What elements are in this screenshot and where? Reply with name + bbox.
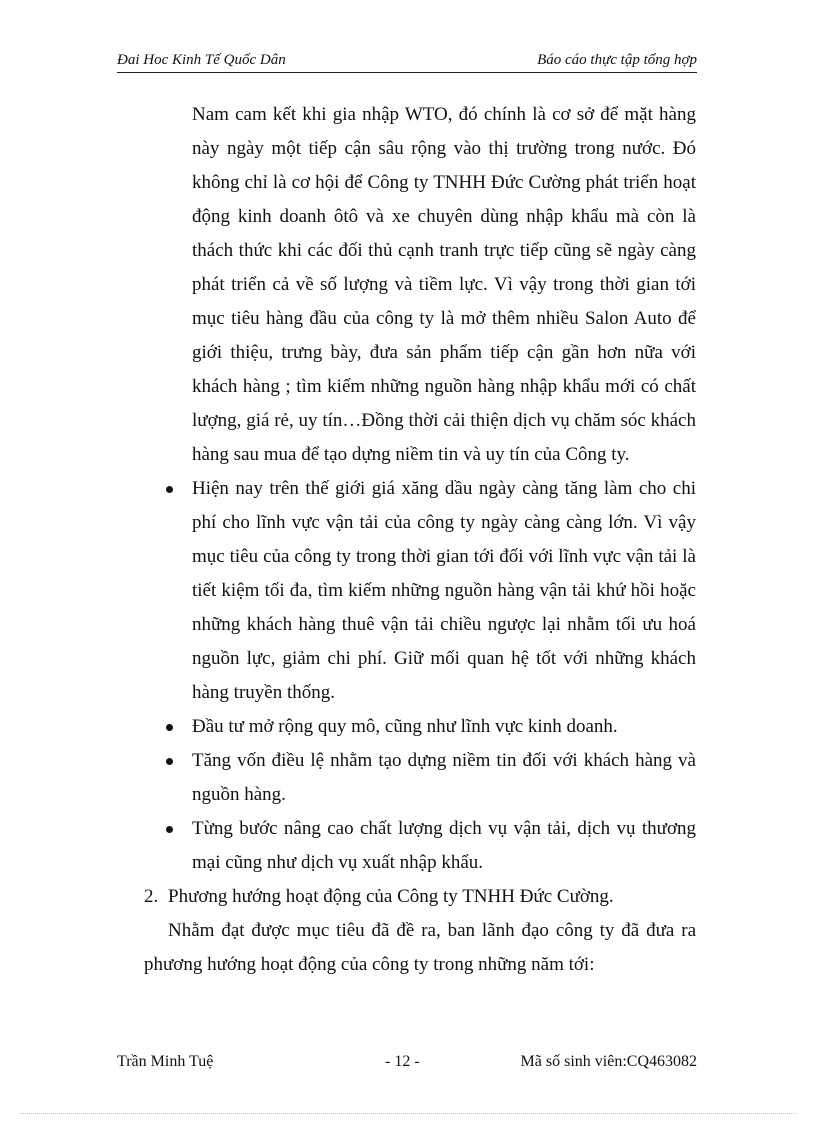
- list-item: [144, 710, 696, 744]
- list-item: [144, 812, 696, 880]
- bullet-icon: [166, 826, 173, 833]
- list-item-text: Tăng vốn điều lệ nhằm tạo dựng niềm tin đối với khách hàng và nguồn hàng.: [192, 750, 696, 805]
- page-footer: [117, 1053, 697, 1075]
- bullet-icon: [166, 758, 173, 765]
- section-number: 2.: [144, 886, 159, 907]
- header-university: Đai Hoc Kinh Tế Quốc Dân: [117, 52, 286, 68]
- page-header: [117, 52, 697, 73]
- list-item: [144, 744, 696, 812]
- footer-page-number: - 12 -: [385, 1053, 420, 1070]
- bullet-icon: [166, 724, 173, 731]
- section-title: Phương hướng hoạt động của Công ty TNHH Đức Cường.: [168, 886, 614, 907]
- list-item-text: Hiện nay trên thế giới giá xăng dầu ngày càng tăng làm cho chi phí cho lĩnh vực vận tải của công ty ngày càng càng lớn. Vì vậy mục tiêu của công ty trong thời gian tới đối với lĩnh vực vận tải là tiết kiệm tối đa, tìm kiếm những nguồn hàng vận tải khứ hồi hoặc những khách hàng thuê vận tải chiều ngược lại nhằm tối ưu hoá nguồn lực, giảm chi phí. Giữ mối quan hệ tốt với những khách hàng truyền thống.: [192, 478, 696, 703]
- bullet-icon: [166, 486, 173, 493]
- page-boundary-divider: [20, 1113, 796, 1114]
- list-item-text: Từng bước nâng cao chất lượng dịch vụ vận tải, dịch vụ thương mại cũng như dịch vụ xuất nhập khẩu.: [192, 818, 696, 873]
- closing-paragraph: Nhằm đạt được mục tiêu đã đề ra, ban lãnh đạo công ty đã đưa ra phương hướng hoạt động của công ty trong những năm tới:: [144, 920, 696, 975]
- continuation-paragraph: Nam cam kết khi gia nhập WTO, đó chính là cơ sở để mặt hàng này ngày một tiếp cận sâu rộng vào thị trường trong nước. Đó không chỉ là cơ hội để Công ty TNHH Đức Cường phát triển hoạt động kinh doanh ôtô và xe chuyên dùng nhập khẩu mà còn là thách thức khi các đối thủ cạnh tranh trực tiếp cũng sẽ ngày càng phát triển cả về số lượng và tiềm lực. Vì vậy trong thời gian tới mục tiêu hàng đầu của công ty là mở thêm nhiều Salon Auto để giới thiệu, trưng bày, đưa sản phẩm tiếp cận gần hơn nữa với khách hàng ; tìm kiếm những nguồn hàng nhập khẩu mới có chất lượng, giá rẻ, uy tín…Đồng thời cải thiện dịch vụ chăm sóc khách hàng sau mua để tạo dựng niềm tin và uy tín của Công ty.: [192, 104, 696, 465]
- page-body: [144, 98, 696, 982]
- list-item-text: Đầu tư mở rộng quy mô, cũng như lĩnh vực kinh doanh.: [192, 716, 618, 737]
- list-item: [144, 472, 696, 710]
- objectives-list: [144, 472, 696, 880]
- footer-student-id: Mã số sinh viên:CQ463082: [520, 1053, 697, 1070]
- section-heading: [144, 880, 696, 914]
- header-report-title: Báo cáo thực tập tổng hợp: [537, 52, 697, 68]
- footer-author: Trần Minh Tuệ: [117, 1053, 214, 1070]
